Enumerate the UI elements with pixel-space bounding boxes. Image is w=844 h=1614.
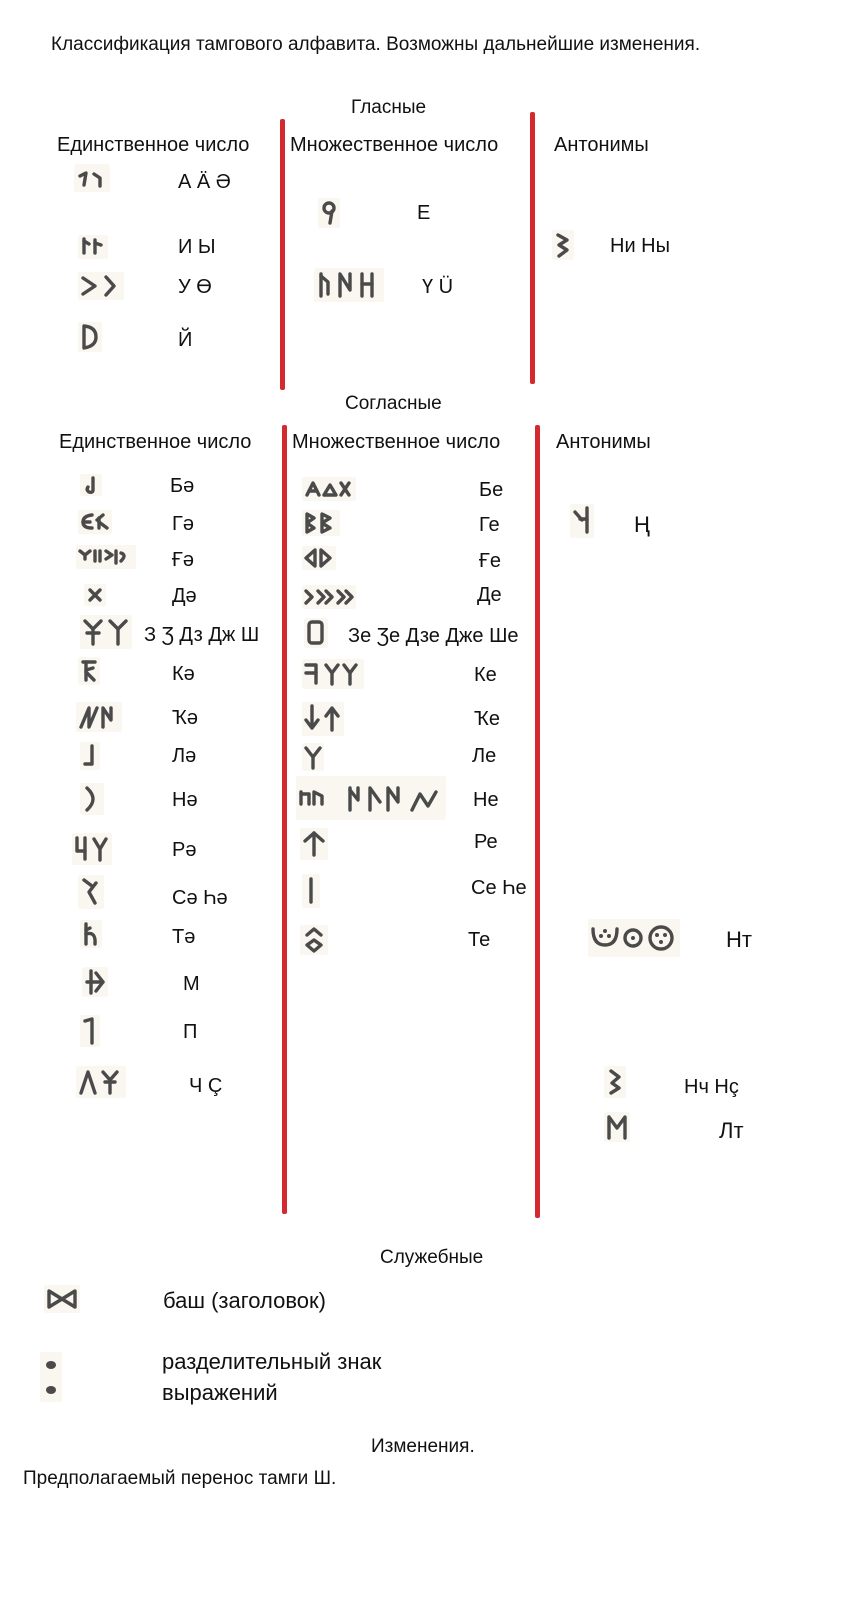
vowel-singular-1: А Ä Ə — [178, 171, 231, 193]
tamga-lt-icon — [604, 1112, 630, 1142]
consonant-plural-7: Ҡе — [474, 708, 500, 730]
vowels-col-plural: Множественное число — [290, 134, 499, 156]
consonant-singular-8: Лə — [172, 745, 197, 767]
tamga-p-icon — [80, 1015, 100, 1047]
tamga-k-icon — [78, 657, 100, 685]
consonant-singular-7: Ҡə — [172, 707, 198, 729]
changes-heading: Изменения. — [371, 1436, 475, 1457]
tamga-ghe-icon — [302, 546, 336, 570]
tamga-de-icon — [302, 585, 356, 609]
consonant-singular-4: Дə — [172, 585, 197, 607]
vowel-singular-2: И Ы — [178, 236, 216, 258]
consonant-singular-11: Сə Һə — [172, 887, 228, 909]
consonant-singular-9: Нə — [172, 789, 198, 811]
tamga-q-icon — [76, 702, 122, 732]
tamga-ne-icon — [296, 776, 446, 820]
consonant-singular-2: Гə — [172, 513, 194, 535]
consonant-plural-11: Се Һе — [471, 877, 527, 899]
consonant-antonym-4: Лт — [719, 1118, 744, 1143]
vowels-col-singular: Единственное число — [57, 134, 250, 156]
tamga-r-icon — [72, 833, 112, 865]
tamga-g-icon — [78, 510, 112, 534]
consonant-plural-3: Ғе — [479, 550, 501, 572]
consonant-plural-12: Те — [468, 929, 491, 951]
consonant-singular-6: Кə — [172, 663, 195, 685]
tamga-e-icon — [318, 198, 340, 228]
service-item-separator-2: выражений — [162, 1380, 278, 1405]
tamga-ng-icon — [570, 504, 594, 538]
tamga-nch-icon — [604, 1066, 626, 1098]
consonant-plural-1: Бе — [479, 479, 504, 501]
consonant-singular-14: П — [183, 1021, 198, 1043]
tamga-m-icon — [82, 967, 108, 997]
tamga-nt-icon — [588, 919, 680, 957]
consonants-col-plural: Множественное число — [292, 431, 501, 453]
vowel-plural-1: Е — [417, 202, 431, 224]
tamga-ze-icon — [304, 618, 328, 648]
consonant-plural-9: Не — [473, 789, 499, 811]
tamga-re-icon — [300, 828, 328, 860]
changes-text: Предполагаемый перенос тамги Ш. — [23, 1468, 337, 1489]
tamga-a-icon — [74, 164, 110, 192]
tamga-l-icon — [80, 742, 100, 770]
consonant-singular-3: Ғə — [172, 549, 194, 571]
tamga-n-icon — [80, 783, 104, 815]
consonant-antonym-3: Нч Нç — [684, 1076, 739, 1098]
consonants-divider-1 — [282, 425, 287, 1214]
tamga-qe-icon — [302, 702, 344, 736]
vowel-antonym-1: Ни Ны — [610, 235, 670, 257]
vowels-heading: Гласные — [351, 97, 427, 118]
consonant-singular-1: Бə — [170, 475, 195, 497]
consonants-divider-2 — [535, 425, 540, 1218]
consonant-singular-10: Рə — [172, 839, 197, 861]
vowels-divider-1 — [280, 119, 285, 390]
tamga-ni-icon — [552, 230, 574, 260]
consonant-plural-8: Ле — [472, 745, 497, 767]
separator-dots-icon — [40, 1352, 62, 1402]
tamga-i-icon — [78, 235, 108, 259]
consonant-plural-4: Де — [477, 584, 502, 606]
consonant-plural-10: Ре — [474, 831, 498, 853]
service-item-separator-1: разделительный знак — [162, 1349, 382, 1374]
tamga-y-icon — [78, 322, 102, 352]
consonant-plural-2: Ге — [479, 514, 500, 536]
consonant-singular-12: Тə — [172, 926, 196, 948]
consonants-col-singular: Единственное число — [59, 431, 252, 453]
tamga-le-icon — [302, 743, 324, 771]
vowel-singular-4: Й — [178, 329, 193, 351]
tamga-ue-icon — [314, 268, 384, 302]
service-item-header: баш (заголовок) — [163, 1288, 326, 1313]
tamga-u-icon — [78, 272, 124, 300]
tamga-b-icon — [80, 474, 102, 496]
consonants-heading: Согласные — [345, 393, 442, 414]
service-heading: Служебные — [380, 1247, 484, 1268]
vowel-plural-2: Ү Ü — [422, 276, 454, 298]
consonants-col-antonyms: Антонимы — [556, 431, 651, 453]
tamga-bash-icon — [44, 1285, 80, 1313]
tamga-t-icon — [80, 920, 102, 948]
page-title: Классификация тамгового алфавита. Возможны дальнейшие изменения. — [51, 34, 701, 55]
vowels-col-antonyms: Антонимы — [554, 134, 649, 156]
tamga-se-icon — [302, 874, 320, 908]
tamga-s-icon — [78, 875, 104, 909]
consonant-singular-15: Ч Ç — [189, 1075, 223, 1097]
tamga-ch-icon — [76, 1066, 126, 1098]
consonant-singular-5: З Ʒ Дз Дж Ш — [144, 624, 260, 646]
vowel-singular-3: У Ө — [178, 276, 212, 298]
consonant-singular-13: М — [183, 973, 200, 995]
tamga-gh-icon — [76, 545, 136, 569]
consonant-plural-6: Ке — [474, 664, 497, 686]
tamga-z-icon — [80, 615, 132, 649]
tamga-ge-icon — [302, 510, 340, 536]
tamga-be-icon — [302, 477, 356, 501]
consonant-antonym-1: Ң — [634, 512, 650, 537]
consonant-plural-5: Зе Ʒе Дзе Дже Ше — [348, 625, 519, 647]
consonant-antonym-2: Нт — [726, 927, 752, 952]
tamga-ke-icon — [302, 659, 364, 689]
tamga-te-icon — [300, 925, 328, 955]
tamga-d-icon — [84, 584, 106, 606]
vowels-divider-2 — [530, 112, 535, 384]
